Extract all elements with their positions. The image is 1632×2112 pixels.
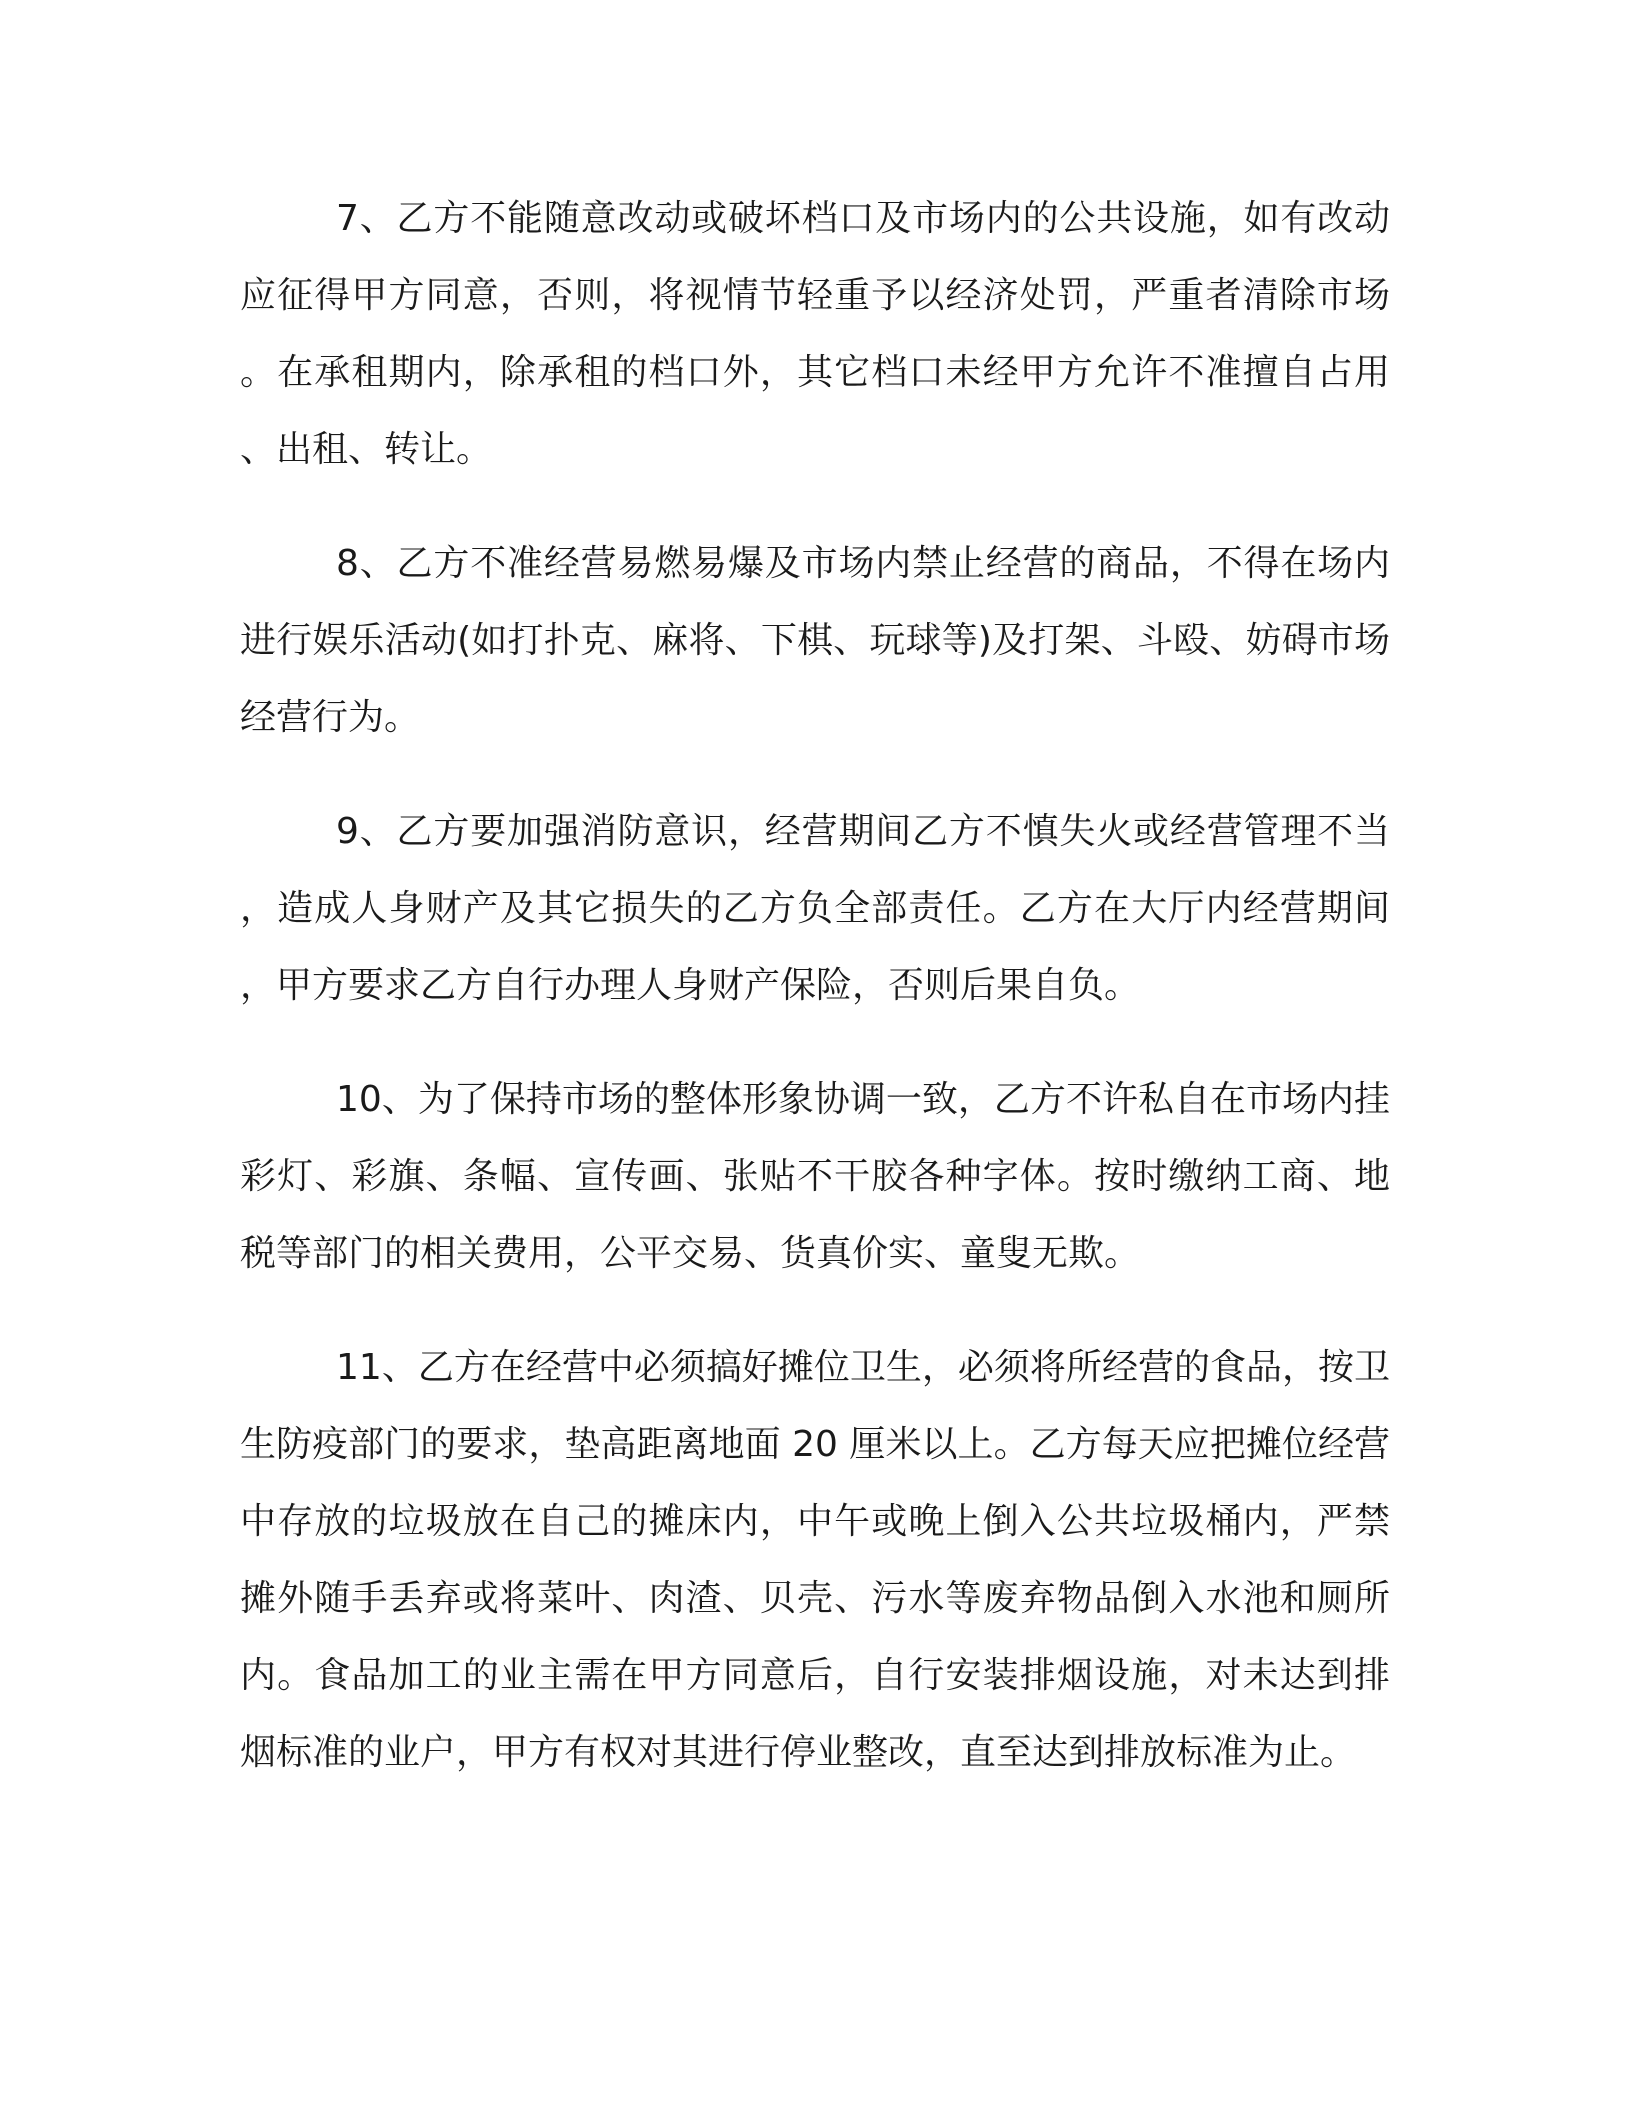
clause-11: 11、乙方在经营中必须搞好摊位卫生，必须将所经营的食品，按卫生防疫部门的要求，垫高距离地面 20 厘米以上。乙方每天应把摊位经营中存放的垃圾放在自己的摊床内，中午或晚上倒入公共垃圾桶内，严禁摊外随手丢弃或将菜叶、肉渣、贝壳、污水等废弃物品倒入水池和厕所内。食品加工的业主需在甲方同意后，自行安装排烟设施，对未达到排烟标准的业户，甲方有权对其进行停业整改，直至达到排放标准为止。 bbox=[240, 1347, 1390, 1773]
clause-10: 10、为了保持市场的整体形象协调一致，乙方不许私自在市场内挂彩灯、彩旗、条幅、宣传画、张贴不干胶各种字体。按时缴纳工商、地税等部门的相关费用，公平交易、货真价实、童叟无欺。 bbox=[240, 1079, 1390, 1274]
document-body bbox=[240, 180, 1390, 1828]
clause-9: 9、乙方要加强消防意识，经营期间乙方不慎失火或经营管理不当，造成人身财产及其它损失的乙方负全部责任。乙方在大厅内经营期间，甲方要求乙方自行办理人身财产保险，否则后果自负。 bbox=[240, 811, 1390, 1006]
clause-8: 8、乙方不准经营易燃易爆及市场内禁止经营的商品，不得在场内进行娱乐活动(如打扑克、麻将、下棋、玩球等)及打架、斗殴、妨碍市场经营行为。 bbox=[240, 543, 1390, 738]
clause-7: 7、乙方不能随意改动或破坏档口及市场内的公共设施，如有改动应征得甲方同意，否则，将视情节轻重予以经济处罚，严重者清除市场。在承租期内，除承租的档口外，其它档口未经甲方允许不准擅自占用、出租、转让。 bbox=[240, 198, 1390, 470]
